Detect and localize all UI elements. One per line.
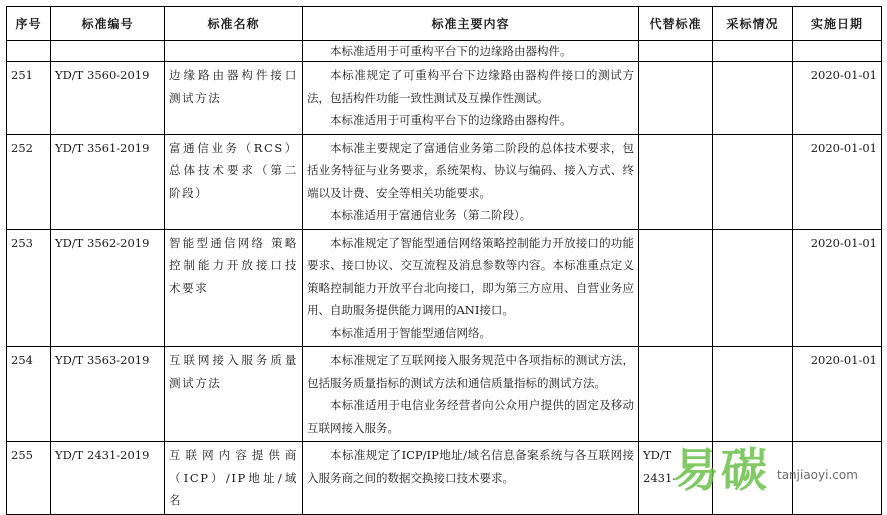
header-name: 标准名称 — [165, 7, 303, 41]
content-paragraph: 本标准适用于可重构平台下的边缘路由器构件。 — [330, 113, 572, 127]
cell-code: YD/T 2431-2019 — [51, 442, 165, 515]
cell-code: YD/T 3563-2019 — [51, 347, 165, 442]
cell-replace: YD/T 2431- — [639, 442, 713, 515]
cell-date: 2020-01-01 — [793, 229, 882, 347]
cell-content — [303, 62, 639, 135]
cell-date — [793, 41, 882, 62]
content-paragraph: 本标准适用于智能型通信网络。 — [330, 325, 491, 340]
header-seq: 序号 — [7, 7, 51, 41]
cell-seq: 253 — [7, 229, 51, 347]
header-date: 实施日期 — [793, 7, 882, 41]
content-paragraph: 本标准规定了可重构平台下边缘路由器构件接口的测试方法，包括构件功能一致性测试及互操作性测试。 — [307, 68, 634, 105]
cell-replace — [639, 347, 713, 442]
cell-code: YD/T 3560-2019 — [51, 62, 165, 135]
cell-adopt — [713, 41, 793, 62]
cell-content — [303, 134, 639, 229]
cell-name: 智能型通信网络 策略控制能力开放接口技术要求 — [165, 229, 303, 347]
cell-code: YD/T 3562-2019 — [51, 229, 165, 347]
watermark — [673, 436, 883, 496]
cell-adopt — [713, 62, 793, 135]
cell-content — [303, 41, 639, 62]
cell-adopt — [713, 229, 793, 347]
cell-content — [303, 229, 639, 347]
cell-content — [303, 442, 639, 515]
cell-date: 2020-01-01 — [793, 134, 882, 229]
content-paragraph: 本标准适用于富通信业务（第二阶段）。 — [330, 208, 532, 222]
cell-name: 边缘路由器构件接口测试方法 — [165, 62, 303, 135]
header-adopt: 采标情况 — [713, 7, 793, 41]
content-paragraph: 本标准适用于电信业务经营者向公众用户提供的固定及移动互联网接入服务。 — [307, 398, 634, 435]
cell-replace — [639, 229, 713, 347]
cell-name: 互联网接入服务质量测试方法 — [165, 347, 303, 442]
cell-adopt — [713, 347, 793, 442]
header-content: 标准主要内容 — [303, 7, 639, 41]
cell-code — [51, 41, 165, 62]
table-row-continuation — [7, 41, 882, 62]
watermark-logo: 易碳 — [673, 443, 769, 497]
cell-date: 2020-01-01 — [793, 62, 882, 135]
cell-name: 富通信业务（RCS）总体技术要求（第二阶段） — [165, 134, 303, 229]
table-row — [7, 229, 882, 347]
cell-name: 互联网内容提供商（ICP）/IP地址/域名 — [165, 442, 303, 515]
cell-seq: 255 — [7, 442, 51, 515]
cell-replace — [639, 41, 713, 62]
cell-adopt — [713, 134, 793, 229]
content-paragraph: 本标准主要规定了富通信业务第二阶段的总体技术要求，包括业务特征与业务要求，系统架构、协议与编码、接入方式、终端以及计费、安全等相关功能要求。 — [307, 140, 634, 200]
content-paragraph: 本标准适用于可重构平台下的边缘路由器构件。 — [330, 44, 572, 58]
table-row — [7, 134, 882, 229]
content-paragraph: 本标准规定了ICP/IP地址/域名信息备案系统与各互联网接入服务商之间的数据交换接口技术要求。 — [307, 448, 634, 485]
cell-content — [303, 347, 639, 442]
header-replace: 代替标准 — [639, 7, 713, 41]
cell-seq: 251 — [7, 62, 51, 135]
cell-seq: 254 — [7, 347, 51, 442]
table-row — [7, 347, 882, 442]
cell-replace — [639, 134, 713, 229]
cell-date: 2020-01-01 — [793, 347, 882, 442]
cell-replace — [639, 62, 713, 135]
content-paragraph: 本标准规定了互联网接入服务规范中各项指标的测试方法，包括服务质量指标的测试方法和通信质量指标的测试方法。 — [307, 353, 634, 390]
header-code: 标准编号 — [51, 7, 165, 41]
content-paragraph: 本标准规定了智能型通信网络策略控制能力开放接口的功能要求、接口协议、交互流程及消息参数等内容。本标准重点定义策略控制能力开放平台北向接口，即为第三方应用、自营业务应用、自助服务提供能力调用的ANI接口。 — [307, 235, 634, 317]
cell-seq — [7, 41, 51, 62]
table-header-row — [7, 7, 882, 41]
cell-seq: 252 — [7, 134, 51, 229]
table-row — [7, 62, 882, 135]
cell-name — [165, 41, 303, 62]
watermark-url: tanjiaoyi.com — [777, 468, 858, 482]
cell-code: YD/T 3561-2019 — [51, 134, 165, 229]
